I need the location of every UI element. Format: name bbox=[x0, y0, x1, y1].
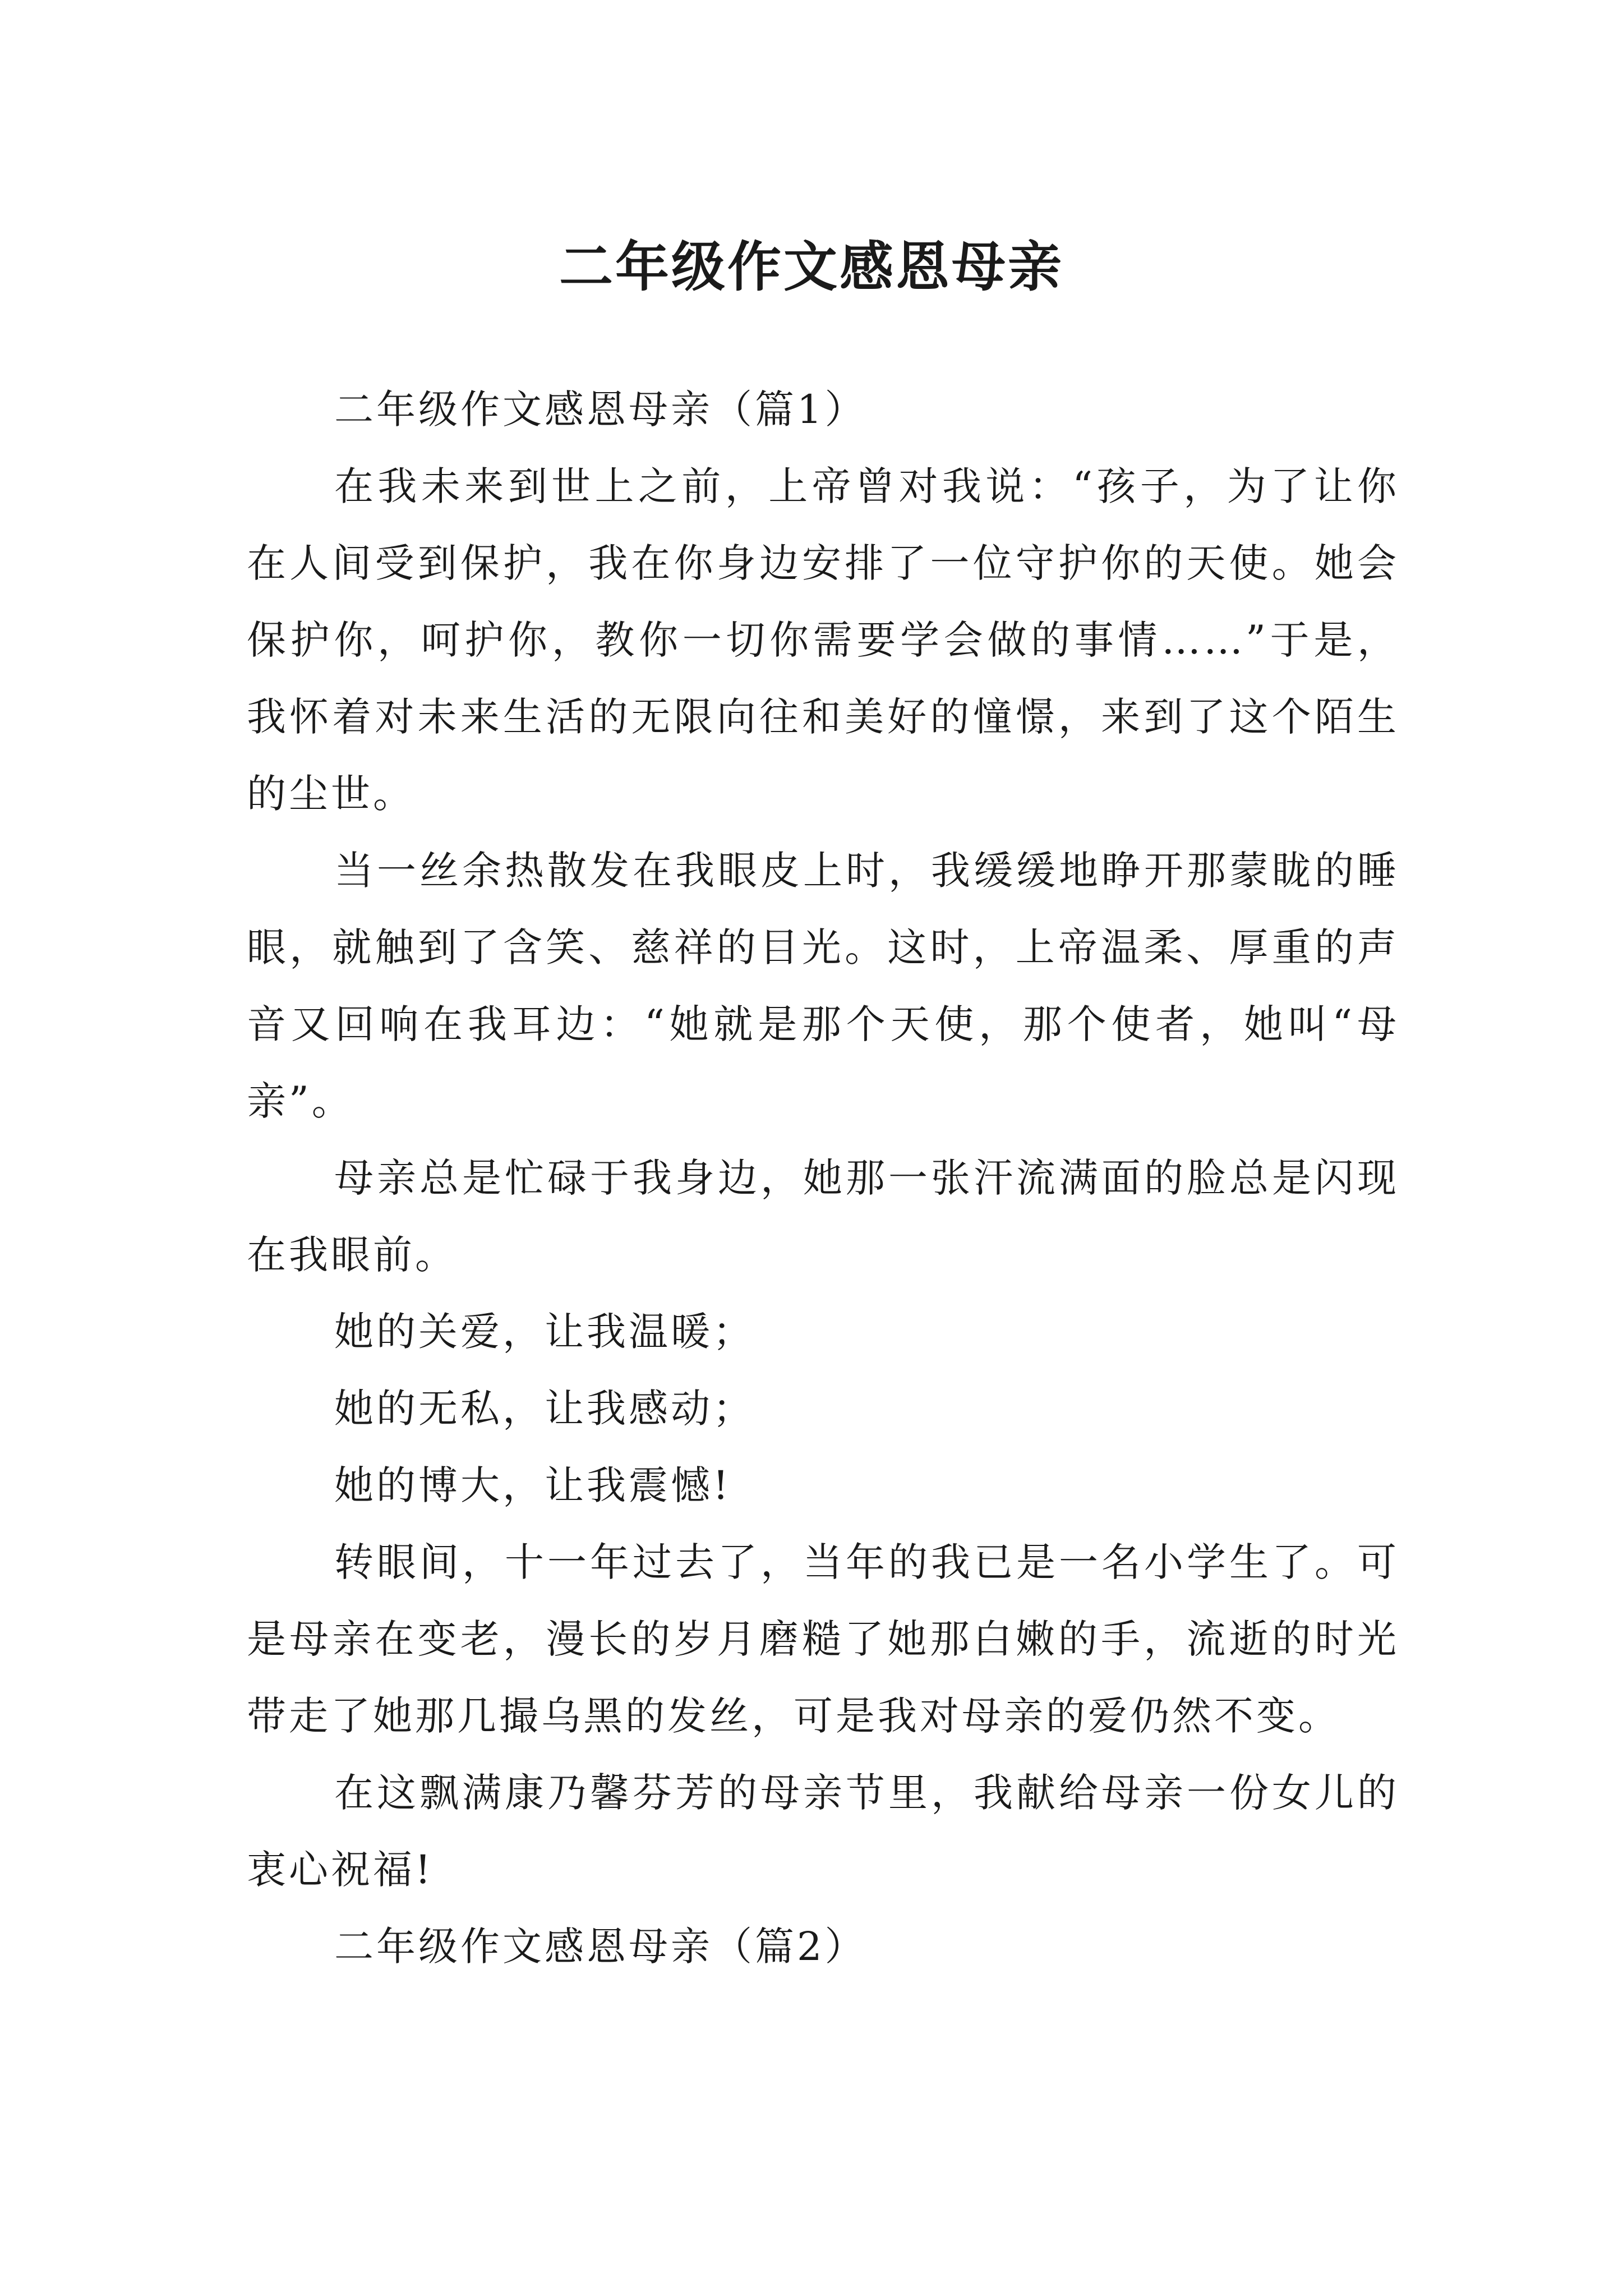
paragraph: 她的无私，让我感动； bbox=[334, 1386, 755, 1432]
document-title: 二年级作文感恩母亲 bbox=[559, 235, 1064, 299]
paragraph: 她的博大，让我震憾! bbox=[334, 1462, 732, 1508]
paragraph: 在我未来到世上之前，上帝曾对我说：“孩子，为了让你在人间受到保护，我在你身边安排了一位守护你的天使。她会保护你，呵护你，教你一切你需要学会做的事情……”于是，我怀着对未来生活的无限向往和美好的憧憬，来到了这个陌生的尘世。 bbox=[247, 463, 1399, 817]
paragraph: 在这飘满康乃馨芬芳的母亲节里，我献给母亲一份女儿的衷心祝福! bbox=[247, 1770, 1399, 1893]
section-heading: 二年级作文感恩母亲（篇1） bbox=[334, 386, 867, 432]
paragraph: 当一丝余热散发在我眼皮上时，我缓缓地睁开那蒙眬的睡眼，就触到了含笑、慈祥的目光。这时，上帝温柔、厚重的声音又回响在我耳边：“她就是那个天使，那个使者，她叫“母亲”。 bbox=[247, 848, 1399, 1124]
paragraph: 她的关爱，让我温暖； bbox=[334, 1309, 755, 1355]
document-body bbox=[247, 371, 1399, 1985]
section-heading: 二年级作文感恩母亲（篇2） bbox=[334, 1924, 867, 1970]
paragraph: 转眼间，十一年过去了，当年的我已是一名小学生了。可是母亲在变老，漫长的岁月磨糙了她那白嫩的手，流逝的时光带走了她那几撮乌黑的发丝，可是我对母亲的爱仍然不变。 bbox=[247, 1539, 1399, 1739]
paragraph: 母亲总是忙碌于我身边，她那一张汗流满面的脸总是闪现在我眼前。 bbox=[247, 1155, 1399, 1278]
